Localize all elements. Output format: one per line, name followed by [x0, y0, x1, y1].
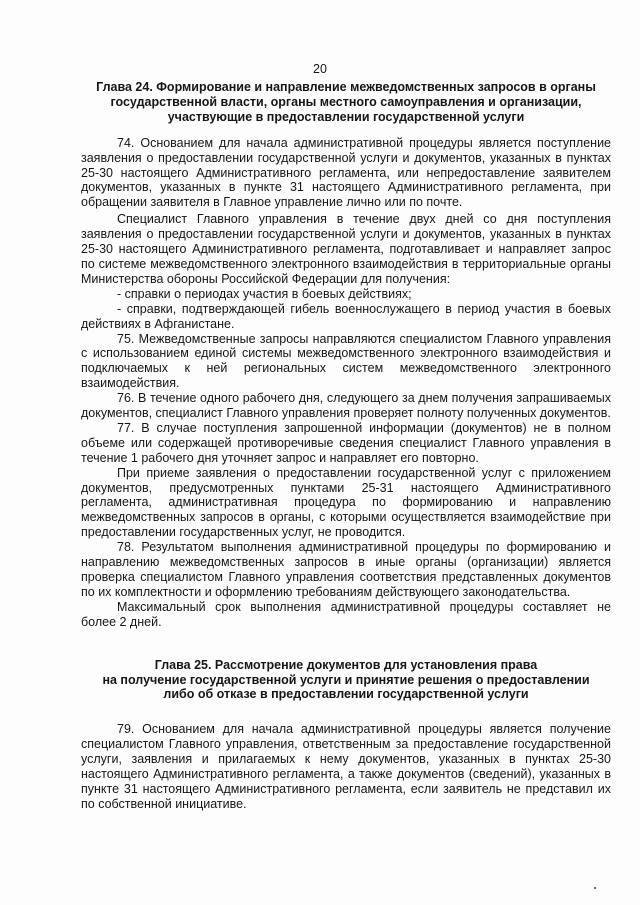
list-item-2: - справки, подтверждающей гибель военнослужащего в период участия в боевых действиях в Афганистане.	[81, 301, 611, 331]
page-content	[81, 80, 611, 812]
paragraph-75: 75. Межведомственные запросы направляются специалистом Главного управления с использованием единой системы межведомственного электронного взаимодействия и подключаемых к ней региональных систем межведомственного электронного взаимодействия.	[81, 331, 611, 391]
chapter-25-heading-line-3: либо об отказе в предоставлении государственной услуги	[163, 687, 529, 702]
paragraph-77-continued: При приеме заявления о предоставлении государственной услуг с приложением документов, предусмотренных пунктами 25-31 настоящего Административного регламента, административная процедура по формированию и направлению межведомственных запросов в органы, с которыми осуществляется взаимодействие при предоставлении государственных услуг, не проводится.	[81, 465, 611, 540]
page-number: 20	[313, 62, 327, 76]
paragraph-77: 77. В случае поступления запрошенной информации (документов) не в полном объеме или содержащей противоречивые сведения специалист Главного управления в течение 1 рабочего дня уточняет запрос и направляет его повторно.	[81, 420, 611, 465]
paragraph-78: 78. Результатом выполнения административной процедуры по формированию и направлению межведомственных запросов в иные органы (организации) является проверка специалистом Главного управления соответствия представленных документов по их комплектности и оформлению требованиям действующего законодательства.	[81, 540, 611, 599]
paragraph-74-continued: Специалист Главного управления в течение двух дней со дня поступления заявления о предоставлении государственной услуги и документов, указанных в пунктах 25-30 настоящего Административного регламента, подготавливает и направляет запрос по системе межведомственного электронного взаимодействия в территориальные органы Министерства обороны Российской Федерации для получения:	[81, 212, 611, 286]
paragraph-74: 74. Основанием для начала административной процедуры является поступление заявления о предоставлении государственной услуги и документов, указанных в пунктах 25-30 настоящего Административного регламента, или непредоставление заявителем документов, указанных в пункте 31 настоящего Административного регламента, при обращении заявителя в Главное управление лично или по почте.	[81, 135, 611, 210]
scan-speck	[594, 887, 596, 889]
chapter-24-heading: Глава 24. Формирование и направление межведомственных запросов в органы государственной власти, органы местного самоуправления и организации, участвующие в предоставлении государственной услуги	[96, 80, 596, 124]
chapter-25-heading	[81, 658, 611, 703]
paragraph-79: 79. Основанием для начала административной процедуры является получение специалистом Главного управления, ответственным за предоставление государственной услуги, заявления и прилагаемых к нему документов, указанных в пунктах 25-30 настоящего Административного регламента, а также документов (сведений), указанных в пункте 31 настоящего Административного регламента, если заявитель не представил их по собственной инициативе.	[81, 722, 611, 811]
chapter-25-heading-line-2: на получение государственной услуги и принятие решения о предоставлении	[102, 672, 590, 687]
chapter-25-heading-line-1: Глава 25. Рассмотрение документов для установления права	[154, 657, 538, 672]
paragraph-76: 76. В течение одного рабочего дня, следующего за днем получения запрашиваемых документов, специалист Главного управления проверяет полноту полученных документов.	[81, 391, 611, 421]
paragraph-78-continued: Максимальный срок выполнения административной процедуры составляет не более 2 дней.	[81, 599, 611, 629]
list-item-1: - справки о периодах участия в боевых действиях;	[117, 286, 412, 301]
